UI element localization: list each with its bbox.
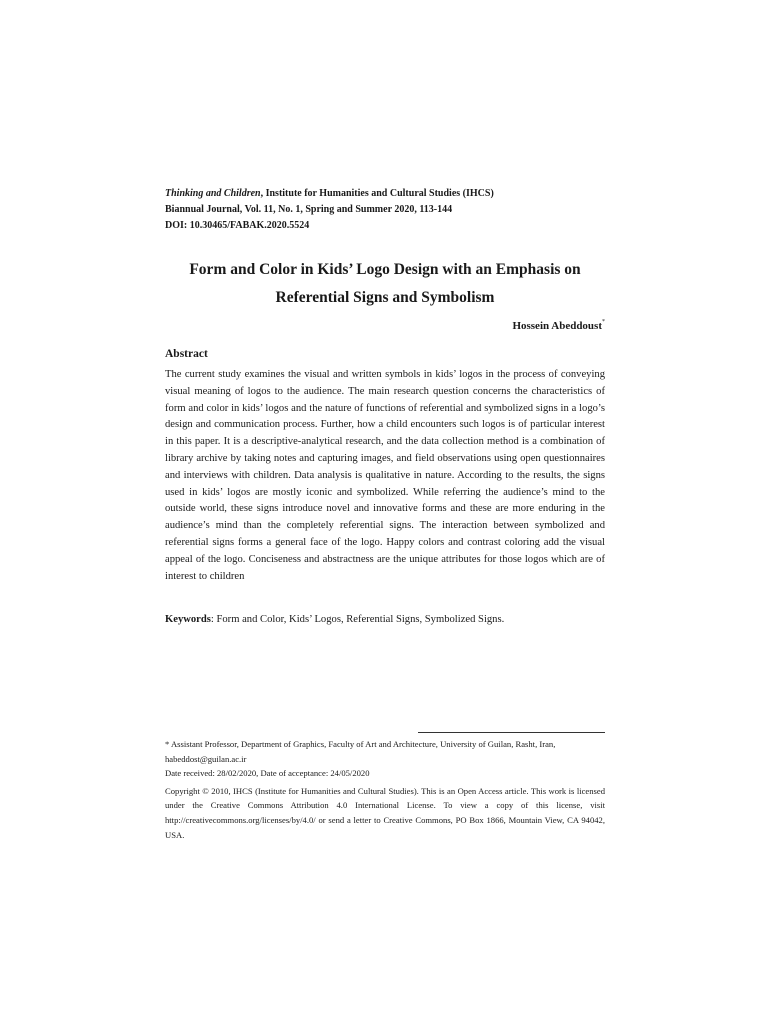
journal-volume-line: Biannual Journal, Vol. 11, No. 1, Spring and Summer 2020, 113-144 [165,204,453,215]
footnotes [165,737,605,842]
footnote-dates: Date received: 28/02/2020, Date of acceptance: 24/05/2020 [165,768,370,779]
author [512,319,605,332]
journal-institute: , Institute for Humanities and Cultural Studies (IHCS) [260,188,494,199]
paper-title: Form and Color in Kids’ Logo Design with an Emphasis on Referential Signs and Symbolism [189,261,581,306]
abstract-heading: Abstract [165,348,208,360]
keywords [165,612,605,628]
footnote-affiliation: * Assistant Professor, Department of Graphics, Faculty of Art and Architecture, University of Guilan, Rasht, Iran, habeddost@guilan.ac.ir [165,739,556,764]
footnote-divider [418,732,605,733]
paper-page [165,0,605,1024]
footnote-copyright: Copyright © 2010, IHCS (Institute for Humanities and Cultural Studies). This is an Open Access article. This work is licensed under the Creative Commons Attribution 4.0 International License. To view a copy of this license, visit http://creativecommons.org/licenses/by/4.0/ or send a letter to Creative Commons, PO Box 1866, Mountain View, CA 94042, USA. [165,785,605,840]
keywords-text: : Form and Color, Kids’ Logos, Referential Signs, Symbolized Signs. [210,614,505,625]
abstract-body: The current study examines the visual and written symbols in kids’ logos in the process of conveying visual meaning of logos to the audience. The main research question concerns the characteristics of form and color in kids’ logos and the nature of functions of referential and symbolized signs in a logo’s design and communication process. Further, how a child encounters such logos is of particular interest in this paper. It is a descriptive-analytical research, and the data collection method is a combination of library archive by taking notes and capturing images, and field observations using open questionnaires and interviews with children. Data analysis is qualitative in nature. According to the results, the signs used in kids’ logos are mostly iconic and symbolized. While referring the audience’s mind to the outside world, these signs introduce novel and innovative forms and these are more enduring in the audience’s mind than the completely referential signs. The interaction between symbolized and referential signs forms a general face of the logo. Happy colors and contrast coloring add the visual appeal of the logo. Conciseness and abstractness are the unique attributes for those logos which are of interest to children [165,369,605,582]
journal-header [165,186,605,234]
author-name: Hossein Abeddoust [512,320,602,332]
journal-doi: DOI: 10.30465/FABAK.2020.5524 [165,220,310,231]
keywords-label: Keywords [165,614,211,625]
author-footnote-marker: * [602,319,605,325]
journal-citation-line [165,186,605,202]
journal-name: Thinking and Children [165,188,261,199]
